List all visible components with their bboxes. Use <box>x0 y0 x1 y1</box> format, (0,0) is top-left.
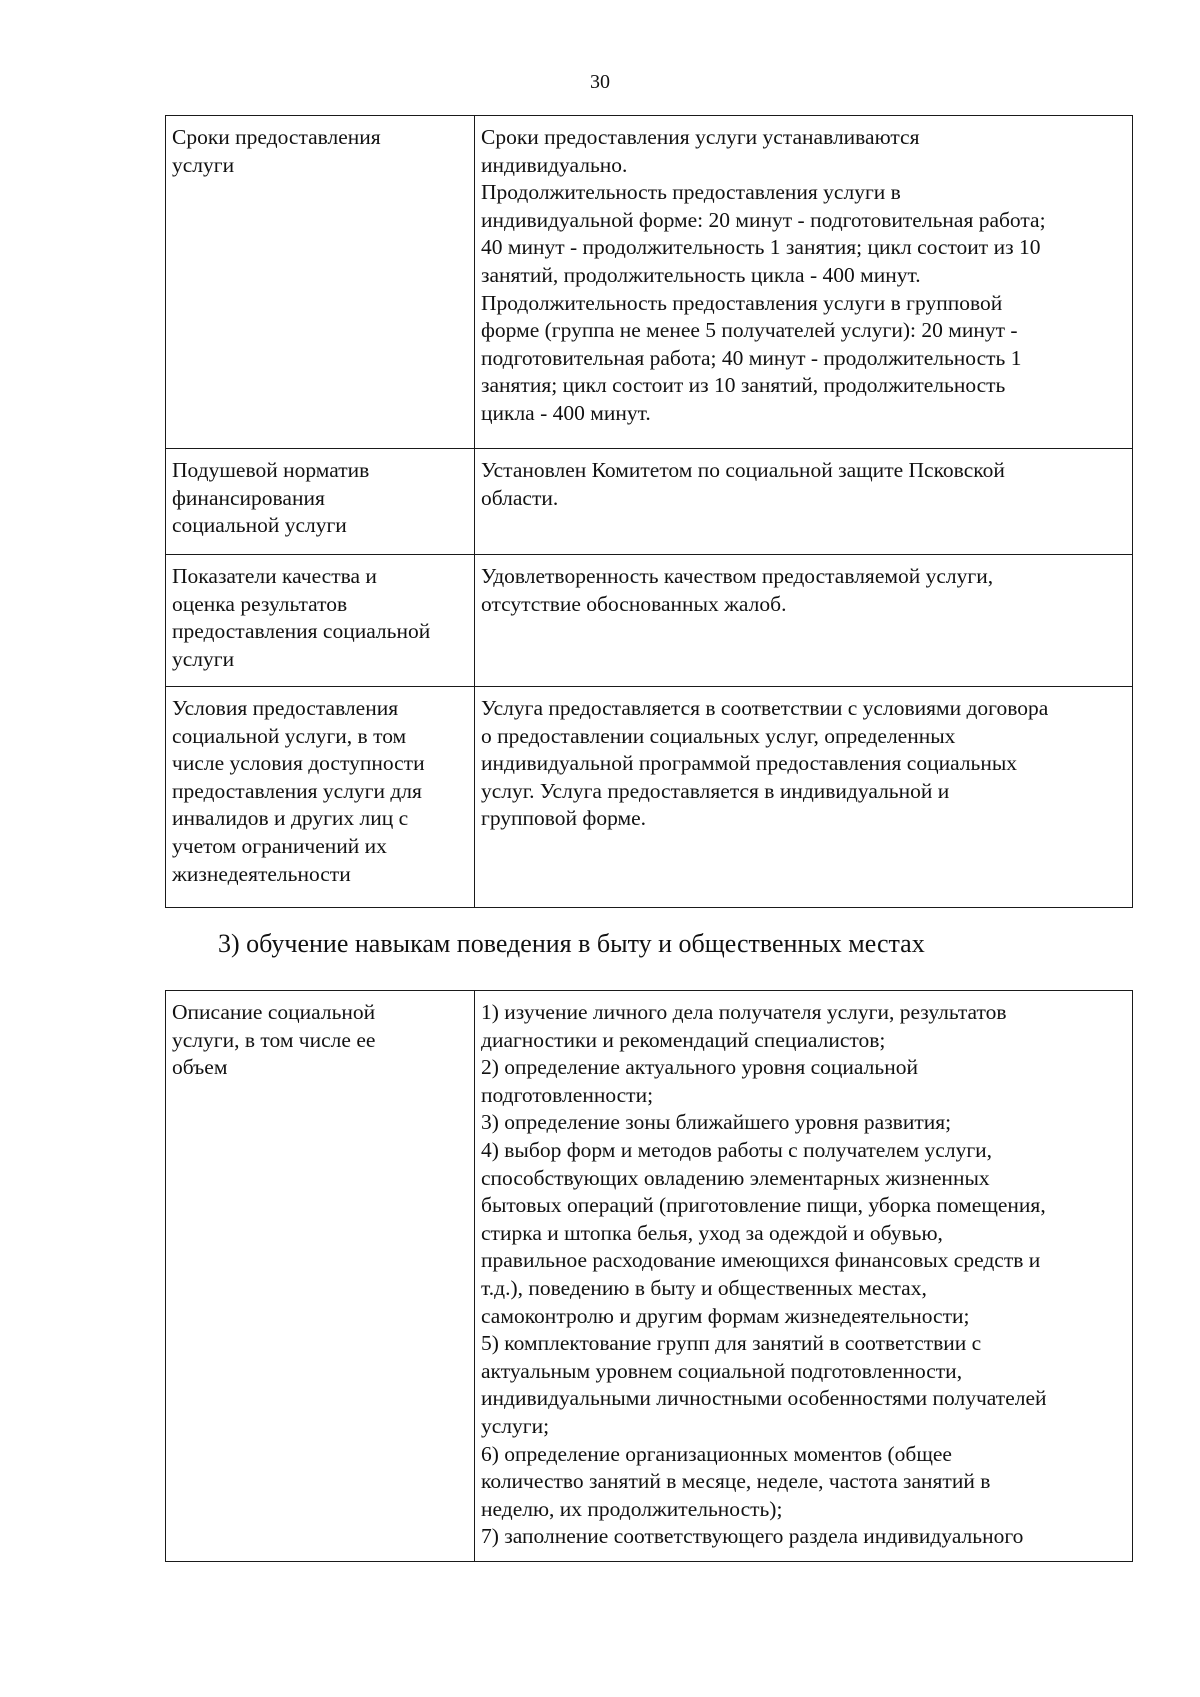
cell-text-line: форме (группа не менее 5 получателей услуги): 20 минут - <box>481 318 1018 343</box>
row-label-cell <box>166 555 475 687</box>
cell-text-line: социальной услуги <box>172 513 347 538</box>
cell-text-line: Удовлетворенность качеством предоставляемой услуги, <box>481 564 994 588</box>
table-row-funding-norm <box>166 449 1133 555</box>
cell-text-line: 1) изучение личного дела получателя услуги, результатов <box>481 1000 1007 1024</box>
cell-text-line: Сроки предоставления <box>172 125 381 149</box>
cell-text-line: Сроки предоставления услуги устанавливаются <box>481 125 920 149</box>
cell-text-line: занятия; цикл состоит из 10 занятий, продолжительность <box>481 373 1006 398</box>
cell-text-line: отсутствие обоснованных жалоб. <box>481 591 787 616</box>
row-label-cell <box>166 991 475 1562</box>
table-row-quality-indicators <box>166 555 1133 687</box>
row-label-cell <box>166 116 475 449</box>
cell-text-line: групповой форме. <box>481 806 647 831</box>
cell-text-line: 6) определение организационных моментов (общее <box>481 1441 952 1466</box>
cell-text-line: диагностики и рекомендаций специалистов; <box>481 1027 886 1052</box>
row-value-cell <box>475 687 1133 908</box>
cell-text-line: подготовленности; <box>481 1082 654 1107</box>
service-table-continued <box>165 115 1133 908</box>
cell-text-line: индивидуальной программой предоставления социальных <box>481 751 1018 776</box>
cell-text-line: предоставления социальной <box>172 619 431 644</box>
cell-text-line: числе условия доступности <box>172 751 425 776</box>
cell-text-line: услуг. Услуга предоставляется в индивидуальной и <box>481 778 950 803</box>
cell-text-line: финансирования <box>172 485 325 510</box>
cell-text-line: неделю, их продолжительность); <box>481 1496 783 1521</box>
cell-text-line: оценка результатов <box>172 591 348 616</box>
row-value-cell <box>475 555 1133 687</box>
cell-text-line: цикла - 400 минут. <box>481 400 651 425</box>
cell-text-line: 4) выбор форм и методов работы с получателем услуги, <box>481 1137 993 1162</box>
page-number: 30 <box>590 71 610 93</box>
cell-text-line: индивидуальной форме: 20 минут - подготовительная работа; <box>481 207 1046 232</box>
cell-text-line: о предоставлении социальных услуг, определенных <box>481 723 956 748</box>
cell-text-line: индивидуально. <box>481 152 628 177</box>
cell-text-line: т.д.), поведению в быту и общественных местах, <box>481 1275 927 1300</box>
cell-text-line: социальной услуги, в том <box>172 723 407 748</box>
cell-text-line: инвалидов и других лиц с <box>172 806 409 831</box>
cell-text-line: индивидуальными личностными особенностями получателей <box>481 1386 1047 1411</box>
cell-text-line: Продолжительность предоставления услуги в групповой <box>481 290 1003 315</box>
cell-text-line: жизнедеятельности <box>172 861 351 886</box>
cell-text-line: актуальным уровнем социальной подготовленности, <box>481 1358 963 1383</box>
table-row-service-conditions <box>166 687 1133 908</box>
cell-text-line: учетом ограничений их <box>172 833 387 858</box>
cell-text-line: Описание социальной <box>172 1000 376 1024</box>
cell-text-line: Установлен Комитетом по социальной защите Псковской <box>481 458 1005 482</box>
row-value-cell <box>475 116 1133 449</box>
cell-text-line: Услуга предоставляется в соответствии с условиями договора <box>481 696 1049 720</box>
cell-text-line: способствующих овладению элементарных жизненных <box>481 1165 990 1190</box>
cell-text-line: бытовых операций (приготовление пищи, уборка помещения, <box>481 1193 1046 1218</box>
row-value-cell <box>475 449 1133 555</box>
row-label-cell <box>166 687 475 908</box>
cell-text-line: Показатели качества и <box>172 564 377 588</box>
cell-text-line: Условия предоставления <box>172 696 399 720</box>
cell-text-line: занятий, продолжительность цикла - 400 минут. <box>481 262 921 287</box>
section-heading: 3) обучение навыкам поведения в быту и общественных местах <box>218 929 925 958</box>
cell-text-line: самоконтролю и другим формам жизнедеятельности; <box>481 1303 970 1328</box>
row-label-cell <box>166 449 475 555</box>
cell-text-line: 40 минут - продолжительность 1 занятия; цикл состоит из 10 <box>481 235 1041 260</box>
cell-text-line: правильное расходование имеющихся финансовых средств и <box>481 1248 1041 1273</box>
cell-text-line: 2) определение актуального уровня социальной <box>481 1055 918 1080</box>
service-table-behavior-training <box>165 990 1133 1562</box>
cell-text-line: услуги <box>172 152 235 177</box>
table-row-service-terms <box>166 116 1133 449</box>
cell-text-line: стирка и штопка белья, уход за одеждой и обувью, <box>481 1220 943 1245</box>
cell-text-line: услуги; <box>481 1413 550 1438</box>
cell-text-line: 3) определение зоны ближайшего уровня развития; <box>481 1110 952 1135</box>
cell-text-line: 5) комплектование групп для занятий в соответствии с <box>481 1331 982 1356</box>
cell-text-line: объем <box>172 1055 228 1080</box>
table-row-service-description <box>166 991 1133 1562</box>
cell-text-line: подготовительная работа; 40 минут - продолжительность 1 <box>481 345 1022 370</box>
cell-text-line: Подушевой норматив <box>172 458 370 482</box>
row-value-cell <box>475 991 1133 1562</box>
cell-text-line: предоставления услуги для <box>172 778 422 803</box>
cell-text-line: количество занятий в месяце, неделе, частота занятий в <box>481 1469 991 1494</box>
cell-text-line: услуги, в том числе ее <box>172 1027 376 1052</box>
cell-text-line: услуги <box>172 646 235 671</box>
cell-text-line: 7) заполнение соответствующего раздела индивидуального <box>481 1524 1024 1549</box>
cell-text-line: области. <box>481 485 559 510</box>
cell-text-line: Продолжительность предоставления услуги в <box>481 180 901 205</box>
